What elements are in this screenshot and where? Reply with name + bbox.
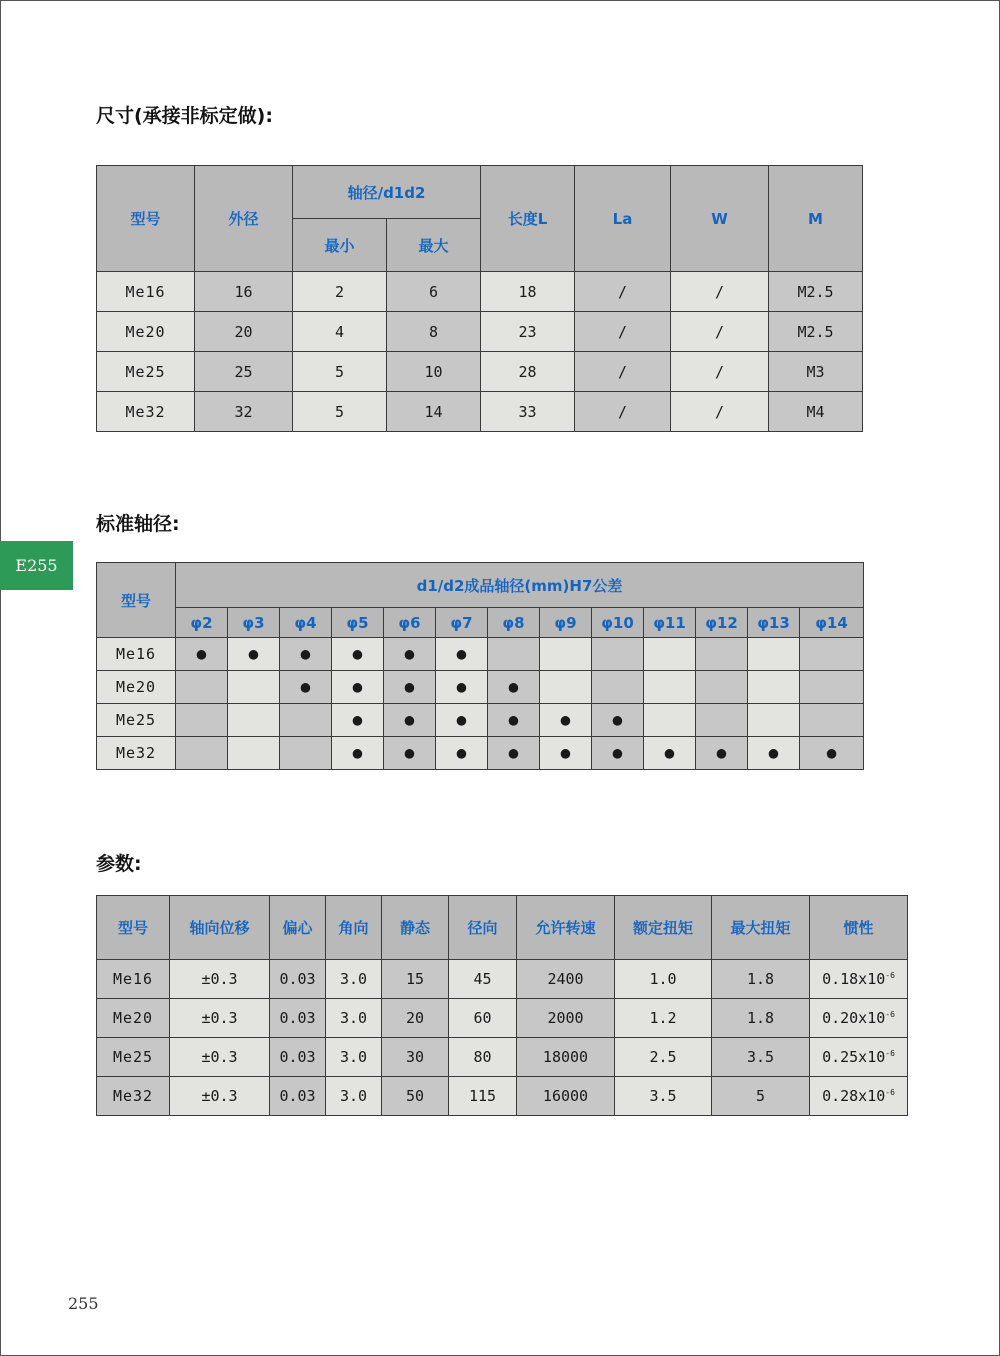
cell-la: /: [575, 312, 671, 352]
availability-dot: ●: [560, 710, 571, 729]
inertia-value: 0.18x10: [822, 970, 886, 988]
inertia-value: 0.20x10: [822, 1009, 886, 1027]
header-param: 径向: [449, 896, 517, 960]
cell-availability: [592, 737, 644, 770]
cell-availability: [280, 671, 332, 704]
header-diameter: φ10: [592, 608, 644, 638]
header-la: La: [575, 166, 671, 272]
cell-availability: [696, 671, 748, 704]
cell-la: /: [575, 392, 671, 432]
cell-availability: [592, 638, 644, 671]
availability-dot: ●: [404, 710, 415, 729]
cell-shaft-min: 5: [293, 392, 387, 432]
cell-availability: [696, 638, 748, 671]
cell-angular: 3.0: [326, 1077, 382, 1116]
cell-availability: [644, 638, 696, 671]
parameters-title: 参数:: [96, 853, 142, 875]
header-param: 角向: [326, 896, 382, 960]
cell-availability: [384, 638, 436, 671]
availability-dot: ●: [248, 644, 259, 663]
cell-eccentric: 0.03: [270, 1077, 326, 1116]
header-param: 最大扭矩: [712, 896, 810, 960]
availability-dot: ●: [456, 710, 467, 729]
availability-dot: ●: [456, 743, 467, 762]
cell-availability: [644, 671, 696, 704]
cell-availability: [228, 671, 280, 704]
availability-dot: ●: [404, 644, 415, 663]
inertia-value: 0.28x10: [822, 1087, 886, 1105]
cell-availability: [436, 671, 488, 704]
cell-length: 18: [481, 272, 575, 312]
availability-dot: ●: [826, 743, 837, 762]
cell-availability: [176, 638, 228, 671]
header-param: 型号: [97, 896, 170, 960]
header-diameter: φ5: [332, 608, 384, 638]
table-row: [97, 352, 863, 392]
section-tab: E255: [0, 541, 73, 590]
cell-availability: [644, 737, 696, 770]
availability-dot: ●: [508, 710, 519, 729]
cell-availability: [436, 638, 488, 671]
cell-model: Me20: [97, 999, 170, 1038]
cell-availability: [696, 737, 748, 770]
header-diameter: φ3: [228, 608, 280, 638]
cell-availability: [280, 638, 332, 671]
availability-dot: ●: [352, 743, 363, 762]
cell-rated-torque: 1.0: [615, 960, 712, 999]
availability-dot: ●: [456, 677, 467, 696]
cell-availability: [332, 638, 384, 671]
inertia-exponent: -6: [885, 1010, 895, 1019]
table-row: [97, 999, 908, 1038]
cell-availability: [488, 638, 540, 671]
cell-m: M4: [769, 392, 863, 432]
cell-eccentric: 0.03: [270, 960, 326, 999]
header-diameter: φ9: [540, 608, 592, 638]
header-shaft-tolerance: d1/d2成品轴径(mm)H7公差: [176, 563, 864, 608]
header-max: 最大: [387, 219, 481, 272]
cell-m: M2.5: [769, 312, 863, 352]
availability-dot: ●: [612, 710, 623, 729]
availability-dot: ●: [716, 743, 727, 762]
header-length: 长度L: [481, 166, 575, 272]
header-param: 额定扭矩: [615, 896, 712, 960]
cell-availability: [748, 671, 800, 704]
cell-availability: [592, 671, 644, 704]
cell-allowed-speed: 16000: [517, 1077, 615, 1116]
table-row: [97, 1077, 908, 1116]
availability-dot: ●: [404, 677, 415, 696]
header-diameter: φ4: [280, 608, 332, 638]
cell-model: Me25: [97, 1038, 170, 1077]
cell-m: M2.5: [769, 272, 863, 312]
cell-availability: [540, 704, 592, 737]
cell-static: 15: [382, 960, 449, 999]
cell-availability: [540, 671, 592, 704]
cell-model: Me16: [97, 272, 195, 312]
cell-radial: 80: [449, 1038, 517, 1077]
cell-availability: [228, 737, 280, 770]
parameters-table: [96, 895, 908, 1116]
cell-shaft-max: 10: [387, 352, 481, 392]
availability-dot: ●: [300, 677, 311, 696]
page-number: 255: [68, 1294, 99, 1313]
header-diameter: φ8: [488, 608, 540, 638]
cell-availability: [748, 737, 800, 770]
cell-availability: [384, 671, 436, 704]
cell-w: /: [671, 352, 769, 392]
cell-availability: [800, 671, 864, 704]
cell-model: Me16: [97, 960, 170, 999]
cell-availability: [488, 671, 540, 704]
cell-shaft-max: 6: [387, 272, 481, 312]
cell-allowed-speed: 2000: [517, 999, 615, 1038]
cell-length: 28: [481, 352, 575, 392]
table-row: [97, 737, 864, 770]
standard-shaft-title: 标准轴径:: [96, 513, 180, 535]
header-model: 型号: [97, 166, 195, 272]
cell-availability: [332, 671, 384, 704]
cell-allowed-speed: 18000: [517, 1038, 615, 1077]
cell-availability: [696, 704, 748, 737]
cell-availability: [384, 737, 436, 770]
table-row: [97, 392, 863, 432]
cell-model: Me32: [97, 392, 195, 432]
cell-max-torque: 1.8: [712, 960, 810, 999]
dimensions-table: [96, 165, 863, 432]
cell-rated-torque: 2.5: [615, 1038, 712, 1077]
header-diameter: φ13: [748, 608, 800, 638]
cell-availability: [644, 704, 696, 737]
inertia-exponent: -6: [885, 1049, 895, 1058]
cell-inertia: [810, 999, 908, 1038]
table-row: [97, 312, 863, 352]
cell-model: Me32: [97, 737, 176, 770]
table-row: [97, 638, 864, 671]
cell-model: Me25: [97, 352, 195, 392]
cell-availability: [436, 737, 488, 770]
cell-axial-displacement: ±0.3: [170, 960, 270, 999]
cell-max-torque: 3.5: [712, 1038, 810, 1077]
header-diameter: φ12: [696, 608, 748, 638]
header-w: W: [671, 166, 769, 272]
cell-model: Me25: [97, 704, 176, 737]
availability-dot: ●: [352, 710, 363, 729]
cell-availability: [228, 704, 280, 737]
inertia-value: 0.25x10: [822, 1048, 886, 1066]
header-param: 允许转速: [517, 896, 615, 960]
cell-model: Me20: [97, 312, 195, 352]
cell-availability: [332, 704, 384, 737]
dimensions-title: 尺寸(承接非标定做):: [96, 105, 273, 127]
cell-angular: 3.0: [326, 960, 382, 999]
header-outer-diameter: 外径: [195, 166, 293, 272]
cell-availability: [332, 737, 384, 770]
cell-allowed-speed: 2400: [517, 960, 615, 999]
cell-availability: [384, 704, 436, 737]
cell-w: /: [671, 392, 769, 432]
header-m: M: [769, 166, 863, 272]
availability-dot: ●: [612, 743, 623, 762]
table-row: [97, 960, 908, 999]
availability-dot: ●: [300, 644, 311, 663]
standard-shaft-table: [96, 562, 864, 770]
cell-axial-displacement: ±0.3: [170, 1038, 270, 1077]
cell-availability: [540, 737, 592, 770]
cell-availability: [800, 638, 864, 671]
cell-availability: [540, 638, 592, 671]
table-row: [97, 1038, 908, 1077]
cell-axial-displacement: ±0.3: [170, 999, 270, 1038]
availability-dot: ●: [404, 743, 415, 762]
cell-m: M3: [769, 352, 863, 392]
cell-static: 50: [382, 1077, 449, 1116]
cell-la: /: [575, 352, 671, 392]
cell-outer-diameter: 16: [195, 272, 293, 312]
cell-radial: 115: [449, 1077, 517, 1116]
cell-outer-diameter: 20: [195, 312, 293, 352]
inertia-exponent: -6: [885, 971, 895, 980]
cell-radial: 60: [449, 999, 517, 1038]
cell-w: /: [671, 272, 769, 312]
availability-dot: ●: [196, 644, 207, 663]
cell-model: Me20: [97, 671, 176, 704]
cell-rated-torque: 3.5: [615, 1077, 712, 1116]
cell-availability: [176, 737, 228, 770]
availability-dot: ●: [664, 743, 675, 762]
header-diameter: φ7: [436, 608, 488, 638]
header-diameter: φ6: [384, 608, 436, 638]
cell-shaft-max: 14: [387, 392, 481, 432]
cell-rated-torque: 1.2: [615, 999, 712, 1038]
cell-availability: [488, 704, 540, 737]
cell-availability: [176, 704, 228, 737]
availability-dot: ●: [352, 644, 363, 663]
cell-shaft-min: 2: [293, 272, 387, 312]
cell-radial: 45: [449, 960, 517, 999]
header-param: 偏心: [270, 896, 326, 960]
cell-model: Me16: [97, 638, 176, 671]
availability-dot: ●: [768, 743, 779, 762]
header-shaft-diameter: 轴径/d1d2: [293, 166, 481, 219]
header-param: 静态: [382, 896, 449, 960]
cell-static: 20: [382, 999, 449, 1038]
cell-outer-diameter: 32: [195, 392, 293, 432]
header-diameter: φ11: [644, 608, 696, 638]
cell-angular: 3.0: [326, 1038, 382, 1077]
cell-shaft-max: 8: [387, 312, 481, 352]
availability-dot: ●: [352, 677, 363, 696]
cell-la: /: [575, 272, 671, 312]
header-diameter: φ2: [176, 608, 228, 638]
availability-dot: ●: [508, 677, 519, 696]
cell-availability: [592, 704, 644, 737]
cell-availability: [748, 638, 800, 671]
cell-availability: [436, 704, 488, 737]
availability-dot: ●: [508, 743, 519, 762]
cell-availability: [176, 671, 228, 704]
cell-eccentric: 0.03: [270, 999, 326, 1038]
table-row: [97, 671, 864, 704]
cell-w: /: [671, 312, 769, 352]
cell-shaft-min: 4: [293, 312, 387, 352]
header-min: 最小: [293, 219, 387, 272]
cell-availability: [228, 638, 280, 671]
cell-shaft-min: 5: [293, 352, 387, 392]
table-row: [97, 704, 864, 737]
cell-availability: [280, 737, 332, 770]
cell-inertia: [810, 960, 908, 999]
cell-max-torque: 5: [712, 1077, 810, 1116]
cell-model: Me32: [97, 1077, 170, 1116]
cell-availability: [800, 737, 864, 770]
cell-length: 23: [481, 312, 575, 352]
header-diameter: φ14: [800, 608, 864, 638]
header-param: 惯性: [810, 896, 908, 960]
cell-max-torque: 1.8: [712, 999, 810, 1038]
header-param: 轴向位移: [170, 896, 270, 960]
inertia-exponent: -6: [885, 1088, 895, 1097]
cell-availability: [280, 704, 332, 737]
cell-eccentric: 0.03: [270, 1038, 326, 1077]
cell-axial-displacement: ±0.3: [170, 1077, 270, 1116]
header-model: 型号: [97, 563, 176, 638]
cell-availability: [800, 704, 864, 737]
cell-static: 30: [382, 1038, 449, 1077]
cell-angular: 3.0: [326, 999, 382, 1038]
cell-availability: [748, 704, 800, 737]
cell-inertia: [810, 1038, 908, 1077]
cell-availability: [488, 737, 540, 770]
availability-dot: ●: [456, 644, 467, 663]
cell-inertia: [810, 1077, 908, 1116]
cell-outer-diameter: 25: [195, 352, 293, 392]
cell-length: 33: [481, 392, 575, 432]
table-row: [97, 272, 863, 312]
availability-dot: ●: [560, 743, 571, 762]
